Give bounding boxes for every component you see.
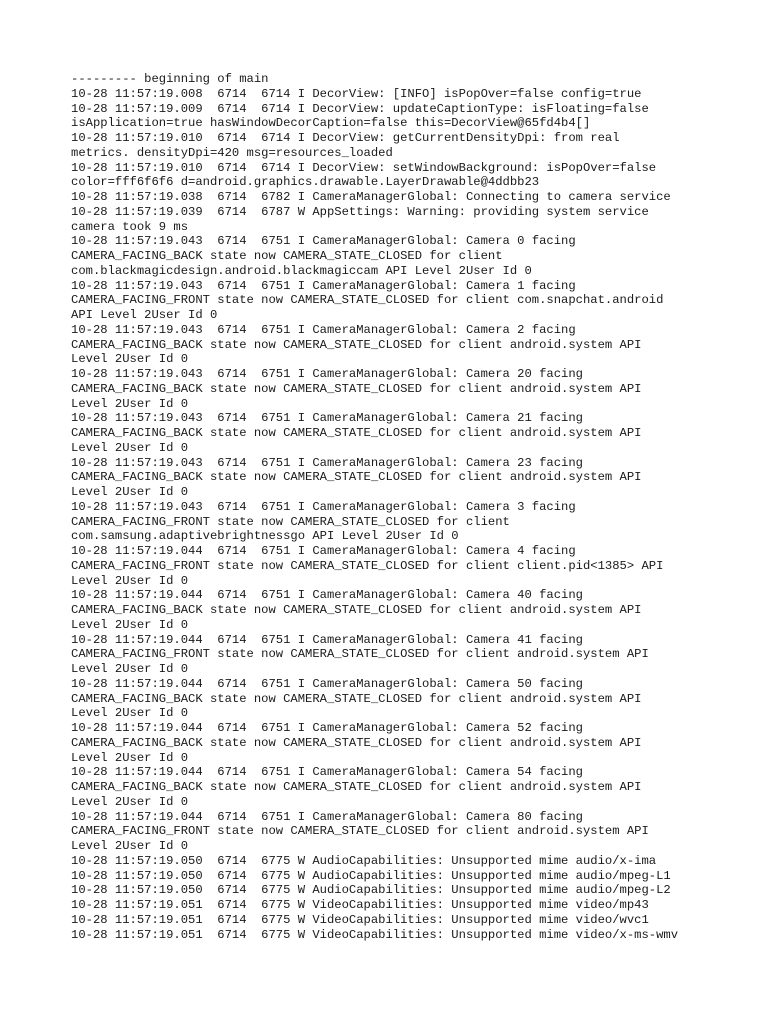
log-line: CAMERA_FACING_BACK state now CAMERA_STATE_CLOSED for client android.system API	[71, 780, 642, 794]
log-line: camera took 9 ms	[71, 219, 189, 234]
log-line: CAMERA_FACING_BACK state now CAMERA_STATE_CLOSED for client android.system API	[71, 470, 642, 485]
log-line: CAMERA_FACING_BACK state now CAMERA_STATE_CLOSED for client android.system API	[71, 691, 642, 706]
log-line: 10-28 11:57:19.009 6714 6714 I DecorView: updateCaptionType: isFloating=false	[71, 101, 649, 116]
log-line: 10-28 11:57:19.043 6714 6751 I CameraManagerGlobal: Camera 23 facing	[71, 455, 583, 470]
log-line: com.samsung.adaptivebrightnessgo API Level 2User Id 0	[71, 529, 459, 544]
log-line: 10-28 11:57:19.043 6714 6751 I CameraManagerGlobal: Camera 0 facing	[71, 234, 576, 249]
log-line: 10-28 11:57:19.043 6714 6751 I CameraManagerGlobal: Camera 2 facing	[71, 322, 576, 337]
log-line: Level 2User Id 0	[71, 750, 189, 765]
log-line: Level 2User Id 0	[71, 396, 189, 411]
log-line: Level 2User Id 0	[71, 839, 189, 853]
log-line: CAMERA_FACING_BACK state now CAMERA_STATE_CLOSED for client android.system API	[71, 735, 642, 750]
log-line: Level 2User Id 0	[71, 617, 189, 632]
log-line: 10-28 11:57:19.039 6714 6787 W AppSettings: Warning: providing system service	[71, 204, 649, 219]
log-line: 10-28 11:57:19.051 6714 6775 W VideoCapabilities: Unsupported mime video/mp43	[71, 898, 649, 912]
log-line: com.blackmagicdesign.android.blackmagiccam API Level 2User Id 0	[71, 263, 532, 278]
log-line: CAMERA_FACING_BACK state now CAMERA_STATE_CLOSED for client android.system API	[71, 381, 642, 396]
log-line: CAMERA_FACING_BACK state now CAMERA_STATE_CLOSED for client	[71, 249, 503, 263]
log-line: Level 2User Id 0	[71, 794, 189, 809]
log-line: color=fff6f6f6 d=android.graphics.drawable.LayerDrawable@4ddbb23	[71, 175, 540, 190]
log-line: CAMERA_FACING_FRONT state now CAMERA_STATE_CLOSED for client client.pid<1385> API	[71, 558, 664, 573]
log-line: API Level 2User Id 0	[71, 308, 218, 322]
log-line: 10-28 11:57:19.050 6714 6775 W AudioCapabilities: Unsupported mime audio/mpeg-L2	[71, 883, 671, 898]
log-line: Level 2User Id 0	[71, 573, 189, 588]
log-line: 10-28 11:57:19.010 6714 6714 I DecorView: getCurrentDensityDpi: from real	[71, 131, 620, 145]
log-line: CAMERA_FACING_FRONT state now CAMERA_STATE_CLOSED for client com.snapchat.android	[71, 293, 664, 308]
log-line: 10-28 11:57:19.043 6714 6751 I CameraManagerGlobal: Camera 3 facing	[71, 499, 576, 514]
log-line: Level 2User Id 0	[71, 352, 189, 367]
log-line: 10-28 11:57:19.044 6714 6751 I CameraManagerGlobal: Camera 41 facing	[71, 632, 583, 647]
log-line: 10-28 11:57:19.044 6714 6751 I CameraManagerGlobal: Camera 50 facing	[71, 676, 583, 691]
log-line: 10-28 11:57:19.043 6714 6751 I CameraManagerGlobal: Camera 21 facing	[71, 411, 583, 426]
log-line: 10-28 11:57:19.043 6714 6751 I CameraManagerGlobal: Camera 20 facing	[71, 367, 583, 381]
log-line: Level 2User Id 0	[71, 706, 189, 721]
log-line: 10-28 11:57:19.051 6714 6775 W VideoCapabilities: Unsupported mime video/wvc1	[71, 912, 649, 927]
log-line: CAMERA_FACING_FRONT state now CAMERA_STATE_CLOSED for client android.system API	[71, 824, 649, 839]
log-line: metrics. densityDpi=420 msg=resources_loaded	[71, 145, 393, 160]
log-line: 10-28 11:57:19.044 6714 6751 I CameraManagerGlobal: Camera 80 facing	[71, 809, 583, 824]
log-line: CAMERA_FACING_FRONT state now CAMERA_STATE_CLOSED for client android.system API	[71, 647, 649, 662]
log-line: --------- beginning of main	[71, 72, 269, 86]
log-line: isApplication=true hasWindowDecorCaption=false this=DecorView@65fd4b4[]	[71, 116, 591, 131]
log-line: Level 2User Id 0	[71, 485, 189, 499]
log-line: 10-28 11:57:19.044 6714 6751 I CameraManagerGlobal: Camera 52 facing	[71, 721, 583, 735]
log-line: Level 2User Id 0	[71, 440, 189, 455]
log-line: 10-28 11:57:19.050 6714 6775 W AudioCapabilities: Unsupported mime audio/x-ima	[71, 853, 657, 868]
log-line: CAMERA_FACING_BACK state now CAMERA_STATE_CLOSED for client android.system API	[71, 337, 642, 352]
log-line: 10-28 11:57:19.044 6714 6751 I CameraManagerGlobal: Camera 4 facing	[71, 544, 576, 558]
logcat-text	[71, 72, 731, 942]
log-line: CAMERA_FACING_BACK state now CAMERA_STATE_CLOSED for client android.system API	[71, 603, 642, 617]
log-line: 10-28 11:57:19.043 6714 6751 I CameraManagerGlobal: Camera 1 facing	[71, 278, 576, 293]
log-line: 10-28 11:57:19.044 6714 6751 I CameraManagerGlobal: Camera 40 facing	[71, 588, 583, 603]
log-line: Level 2User Id 0	[71, 662, 189, 676]
log-line: 10-28 11:57:19.051 6714 6775 W VideoCapabilities: Unsupported mime video/x-ms-wmv	[71, 927, 679, 942]
log-line: CAMERA_FACING_BACK state now CAMERA_STATE_CLOSED for client android.system API	[71, 426, 642, 440]
log-line: 10-28 11:57:19.044 6714 6751 I CameraManagerGlobal: Camera 54 facing	[71, 765, 583, 780]
log-line: 10-28 11:57:19.010 6714 6714 I DecorView: setWindowBackground: isPopOver=false	[71, 160, 657, 175]
log-line: 10-28 11:57:19.038 6714 6782 I CameraManagerGlobal: Connecting to camera service	[71, 190, 671, 204]
log-line: 10-28 11:57:19.008 6714 6714 I DecorView: [INFO] isPopOver=false config=true	[71, 86, 642, 101]
log-line: CAMERA_FACING_FRONT state now CAMERA_STATE_CLOSED for client	[71, 514, 510, 529]
log-line: 10-28 11:57:19.050 6714 6775 W AudioCapabilities: Unsupported mime audio/mpeg-L1	[71, 868, 671, 883]
